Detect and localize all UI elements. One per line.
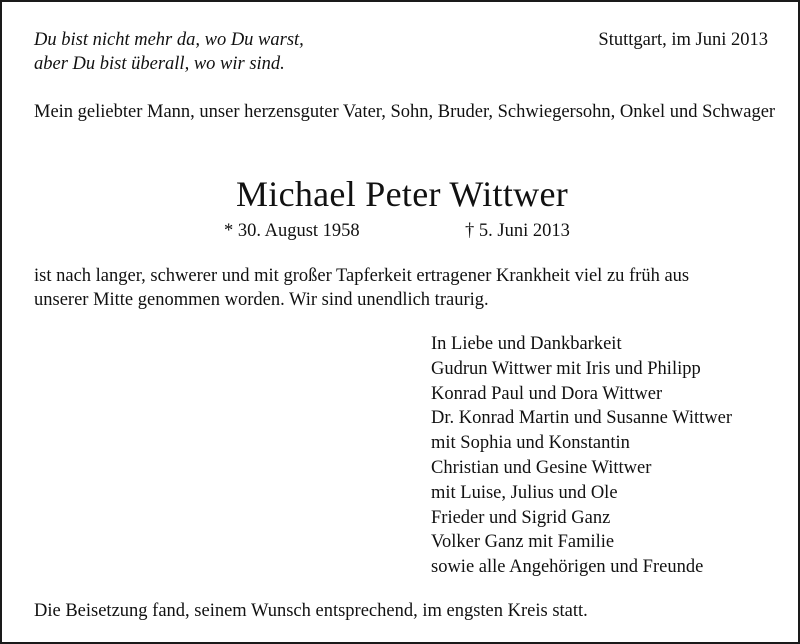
mourner-line: sowie alle Angehörigen und Freunde: [431, 557, 704, 578]
mourners-list: [431, 332, 732, 580]
announcement-line-1: ist nach langer, schwerer und mit großer Tapferkeit ertragener Krankheit viel zu früh aus: [34, 266, 690, 286]
mourner-line: Frieder und Sigrid Ganz: [431, 507, 611, 528]
place-date: Stuttgart, im Juni 2013: [598, 30, 768, 50]
deceased-name: Michael Peter Wittwer: [235, 174, 569, 214]
mourner-line: Konrad Paul und Dora Wittwer: [431, 383, 663, 404]
closing-text: Die Beisetzung fand, seinem Wunsch entsprechend, im engsten Kreis statt.: [34, 601, 588, 621]
motto-line-1: Du bist nicht mehr da, wo Du warst,: [34, 30, 304, 50]
mourner-line: Christian und Gesine Wittwer: [431, 457, 652, 478]
mourner-line: Volker Ganz mit Familie: [431, 532, 615, 553]
announcement-text: [34, 264, 776, 312]
mourner-line: In Liebe und Dankbarkeit: [431, 334, 622, 354]
death-date: † 5. Juni 2013: [465, 221, 570, 241]
motto: [34, 28, 304, 76]
mourner-line: Dr. Konrad Martin und Susanne Wittwer: [431, 408, 733, 429]
motto-line-2: aber Du bist überall, wo wir sind.: [34, 54, 285, 74]
birth-date: * 30. August 1958: [224, 221, 360, 241]
mourner-line: mit Sophia und Konstantin: [431, 433, 630, 454]
mourner-line: Gudrun Wittwer mit Iris und Philipp: [431, 358, 701, 379]
intro-text: Mein geliebter Mann, unser herzensguter Vater, Sohn, Bruder, Schwiegersohn, Onkel und Schwager: [34, 102, 776, 122]
mourner-line: mit Luise, Julius und Ole: [431, 482, 618, 503]
announcement-line-2: unserer Mitte genommen worden. Wir sind unendlich traurig.: [34, 290, 489, 310]
